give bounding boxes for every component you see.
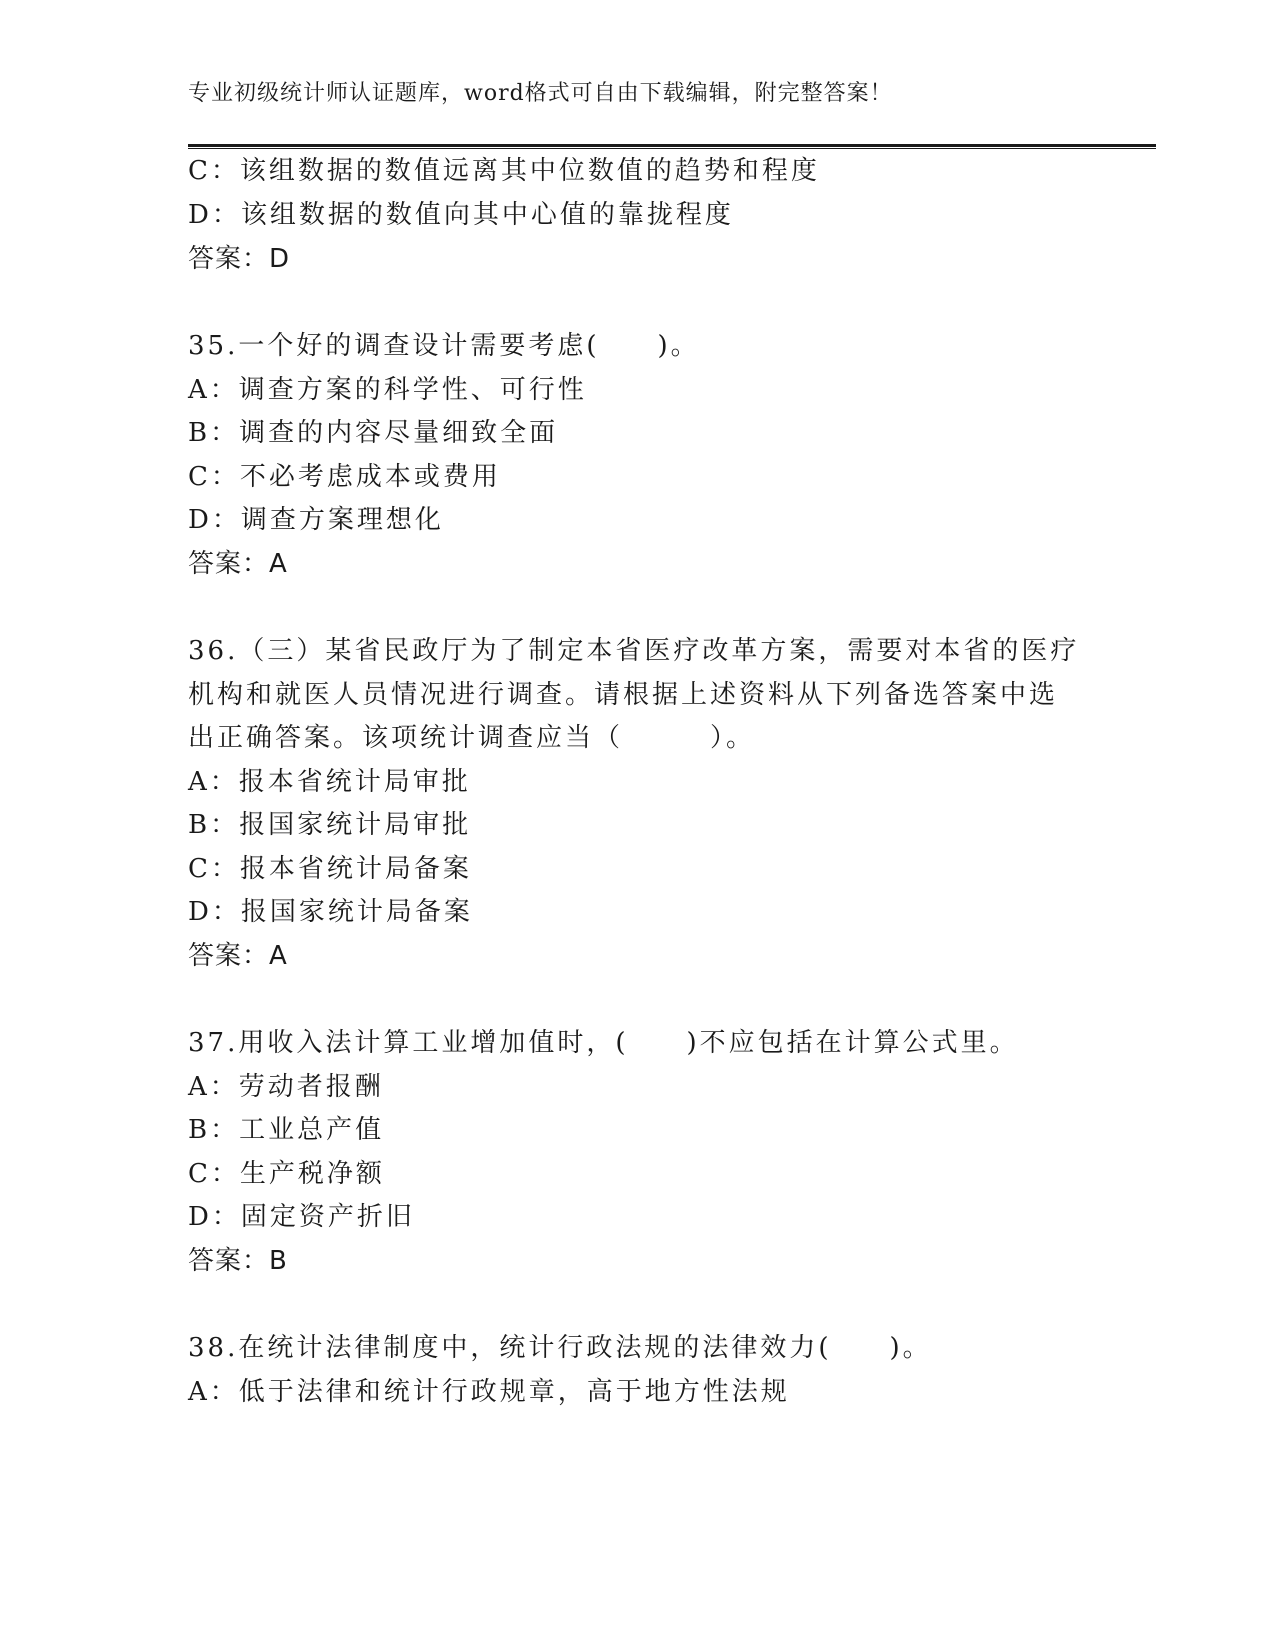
q36-answer: 答案：A [188,941,288,971]
q37-option-c: C：生产税净额 [188,1159,385,1189]
q37-question: 37.用收入法计算工业增加值时，( )不应包括在计算公式里。 [188,1028,1019,1058]
q36-question-line1: 36.（三）某省民政厅为了制定本省医疗改革方案，需要对本省的医疗 [188,636,1080,666]
header-divider [188,144,1156,149]
q37-option-d: D：固定资产折旧 [188,1202,415,1232]
q35-question: 35.一个好的调查设计需要考虑( )。 [188,331,700,361]
q34-answer: 答案：D [188,244,291,274]
q35-answer: 答案：A [188,549,288,579]
q36-option-b: B：报国家统计局审批 [188,810,472,840]
page-header: 专业初级统计师认证题库，word格式可自由下载编辑，附完整答案！ [188,81,893,106]
q38-option-a: A：低于法律和统计行政规章，高于地方性法规 [188,1377,790,1407]
q35-option-d: D：调查方案理想化 [188,505,444,535]
q35-option-a: A：调查方案的科学性、可行性 [188,375,587,405]
q37-option-b: B：工业总产值 [188,1115,385,1145]
q34-option-c: C：该组数据的数值远离其中位数值的趋势和程度 [188,156,820,186]
q38-question: 38.在统计法律制度中，统计行政法规的法律效力( )。 [188,1333,932,1363]
q36-option-c: C：报本省统计局备案 [188,854,472,884]
q36-question-line2: 机构和就医人员情况进行调查。请根据上述资料从下列备选答案中选 [188,680,1059,710]
q36-option-d: D：报国家统计局备案 [188,897,473,927]
q35-option-c: C：不必考虑成本或费用 [188,462,501,492]
q37-answer: 答案：B [188,1246,288,1276]
q36-question-line3: 出正确答案。该项统计调查应当（ ）。 [188,723,756,753]
q34-option-d: D：该组数据的数值向其中心值的靠拢程度 [188,200,734,230]
q36-option-a: A：报本省统计局审批 [188,767,471,797]
q35-option-b: B：调查的内容尽量细致全面 [188,418,559,448]
q37-option-a: A：劳动者报酬 [188,1072,384,1102]
